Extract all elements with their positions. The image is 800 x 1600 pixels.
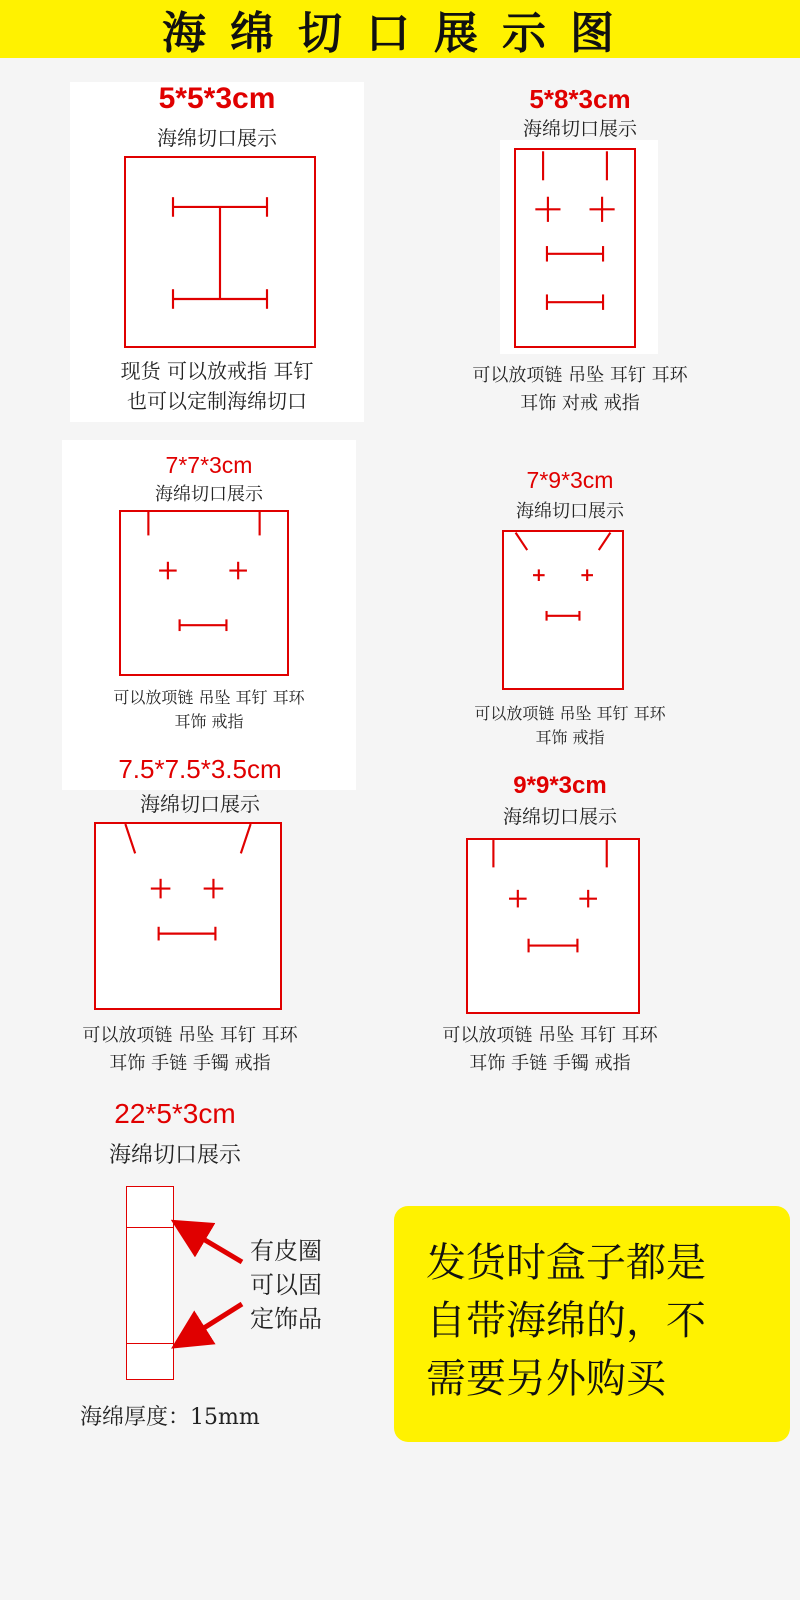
leather-band-note: 有皮圈 可以固 定饰品 <box>250 1237 322 1333</box>
arrow-icon-bottom <box>188 1304 242 1338</box>
arrow-icon-top <box>188 1230 242 1262</box>
sponge-diagram-7x9 <box>502 530 624 690</box>
strip-cut-line-top <box>127 1227 173 1228</box>
sponge-diagram-5x8 <box>514 148 636 348</box>
caption-5x5: 海绵切口展示 <box>157 126 277 150</box>
size-label-7x9: 7*9*3cm <box>526 467 614 493</box>
cut-pattern-5x5 <box>126 158 314 346</box>
caption-7x9: 海绵切口展示 <box>516 501 624 522</box>
desc-7x7: 可以放项链 吊坠 耳钉 耳环 耳饰 戒指 <box>113 688 305 731</box>
desc-7-5x7-5: 可以放项链 吊坠 耳钉 耳环 耳饰 手链 手镯 戒指 <box>82 1025 298 1074</box>
cut-pattern-5x8 <box>516 150 634 346</box>
sponge-diagram-7x7 <box>119 510 289 676</box>
desc-7x9: 可以放项链 吊坠 耳钉 耳环 耳饰 戒指 <box>474 704 666 747</box>
banner-title: 海绵切口展示图 <box>162 8 638 59</box>
cut-pattern-7x9 <box>504 532 622 688</box>
caption-7x7: 海绵切口展示 <box>155 484 263 505</box>
caption-22x5: 海绵切口展示 <box>108 1143 241 1168</box>
caption-7-5x7-5: 海绵切口展示 <box>140 792 260 816</box>
desc-5x8: 可以放项链 吊坠 耳钉 耳环 耳饰 对戒 戒指 <box>472 365 688 414</box>
sponge-strip-22x5 <box>126 1186 174 1380</box>
desc-9x9: 可以放项链 吊坠 耳钉 耳环 耳饰 手链 手镯 戒指 <box>442 1025 658 1074</box>
page-banner <box>0 0 800 58</box>
cut-pattern-7x7 <box>121 512 287 674</box>
cut-pattern-9x9 <box>468 840 638 1012</box>
size-label-5x5: 5*5*3cm <box>158 82 276 115</box>
cut-pattern-7-5x7-5 <box>96 824 280 1008</box>
size-label-5x8: 5*8*3cm <box>529 84 631 114</box>
sponge-thickness: 海绵厚度：15mm <box>80 1405 260 1430</box>
size-label-9x9: 9*9*3cm <box>513 772 607 799</box>
caption-9x9: 海绵切口展示 <box>502 806 617 828</box>
size-label-22x5: 22*5*3cm <box>114 1098 236 1129</box>
size-label-7x7: 7*7*3cm <box>165 452 253 478</box>
strip-cut-line-bottom <box>127 1343 173 1344</box>
shipping-callout: 发货时盒子都是 自带海绵的，不 需要另外购买 <box>394 1206 790 1442</box>
size-label-7-5x7-5: 7.5*7.5*3.5cm <box>118 754 282 784</box>
sponge-diagram-9x9 <box>466 838 640 1014</box>
sponge-diagram-5x5 <box>124 156 316 348</box>
caption-5x8: 海绵切口展示 <box>522 118 637 140</box>
desc-5x5: 现货 可以放戒指 耳钉 也可以定制海绵切口 <box>120 359 314 413</box>
sponge-diagram-7-5x7-5 <box>94 822 282 1010</box>
